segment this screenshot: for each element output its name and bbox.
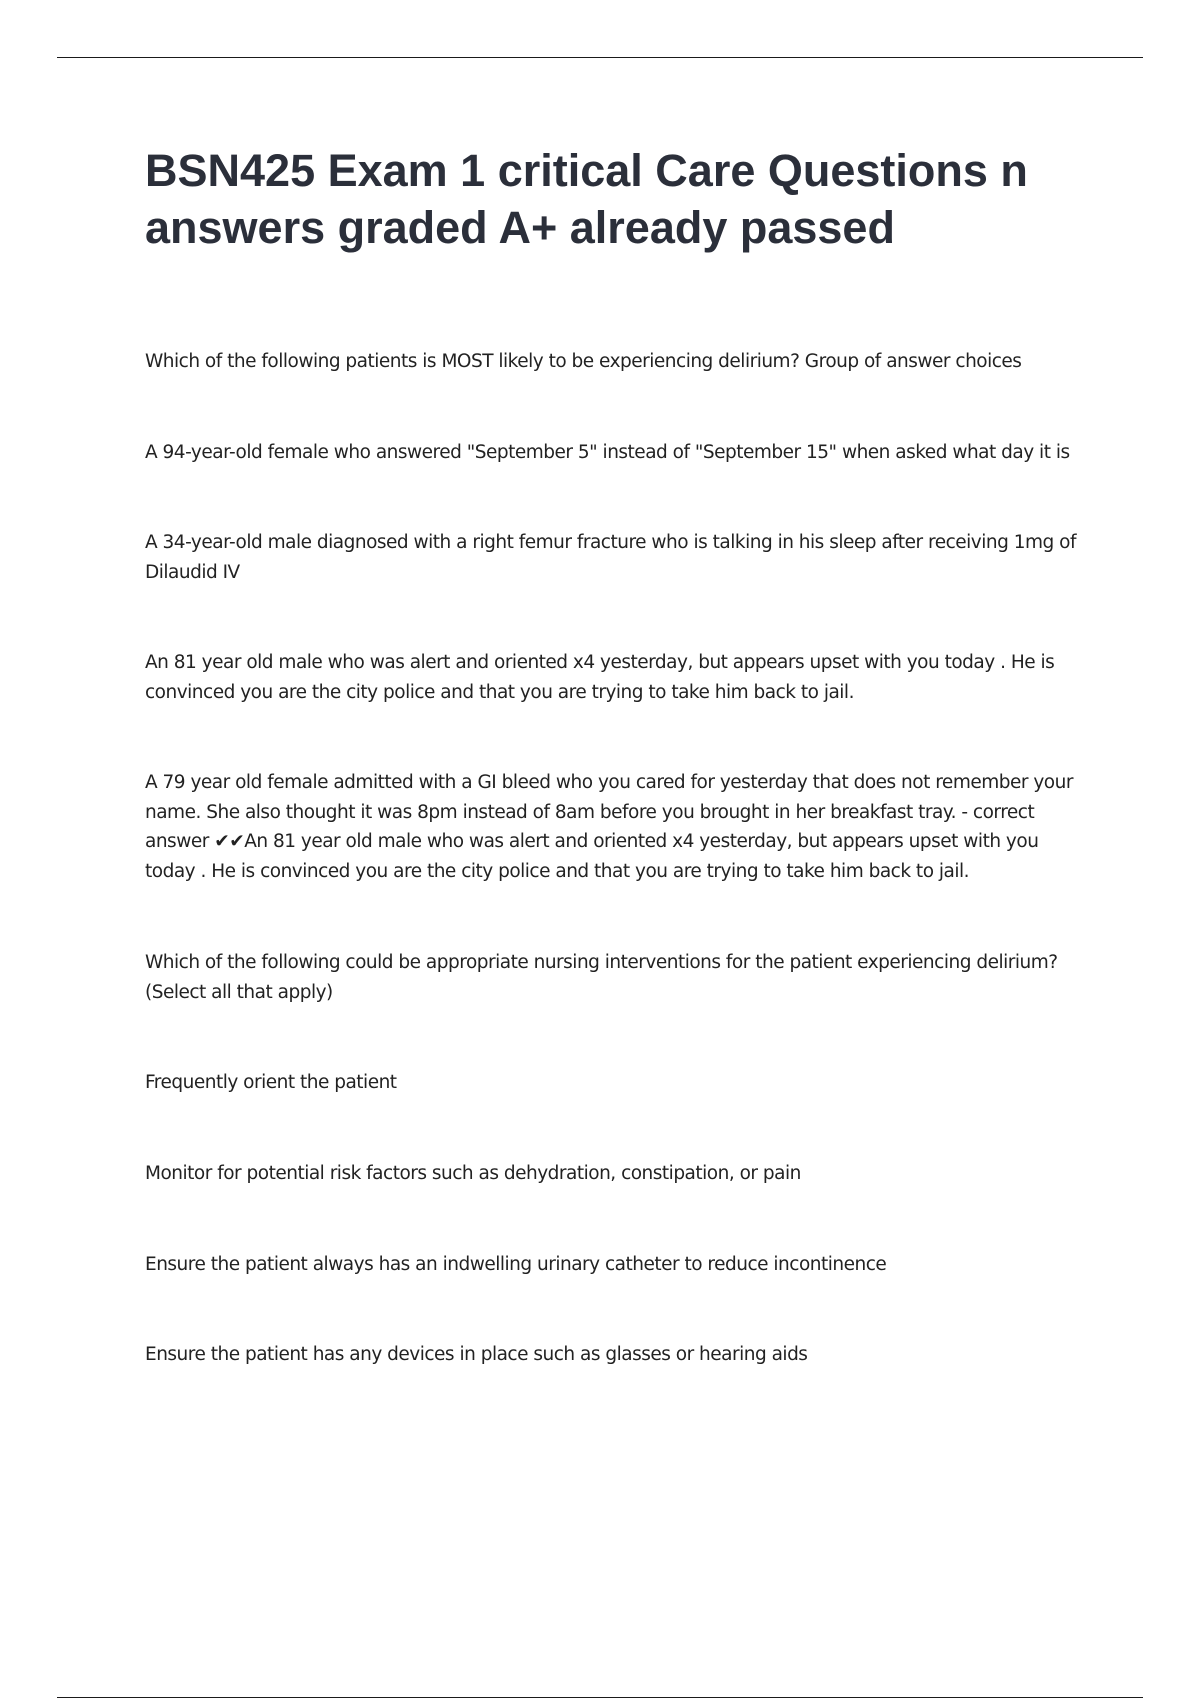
intervention-option-4: Ensure the patient has any devices in place such as glasses or hearing aids [145, 1344, 808, 1365]
top-divider [57, 57, 1143, 58]
page-title: BSN425 Exam 1 critical Care Questions n answers graded A+ already passed [145, 145, 1028, 253]
intervention-option-2: Monitor for potential risk factors such as dehydration, constipation, or pain [145, 1163, 801, 1184]
question-2: Which of the following could be appropriate nursing interventions for the patient experiencing delirium? (Select all that apply) [145, 952, 1058, 1003]
answer-choice-2: A 34-year-old male diagnosed with a right femur fracture who is talking in his sleep after receiving 1mg of Dilaudid IV [145, 532, 1076, 583]
intervention-option-1: Frequently orient the patient [145, 1072, 397, 1093]
answer-choice-1: A 94-year-old female who answered "September 5" instead of "September 15" when asked what day it is [145, 442, 1070, 463]
answer-choice-4-with-correct-answer: A 79 year old female admitted with a GI bleed who you cared for yesterday that does not remember your name. She also thought it was 8pm instead of 8am before you brought in her breakfast tray. - correct answer ✔✔An 81 year old male who was alert and oriented x4 yesterday, but appears upset with you today . He is convinced you are the city police and that you are trying to take him back to jail. [145, 772, 1073, 882]
intervention-option-3: Ensure the patient always has an indwelling urinary catheter to reduce incontinence [145, 1254, 887, 1275]
question-1: Which of the following patients is MOST likely to be experiencing delirium? Group of answer choices [145, 351, 1022, 372]
bottom-divider [57, 1697, 1143, 1698]
answer-choice-3: An 81 year old male who was alert and oriented x4 yesterday, but appears upset with you today . He is convinced you are the city police and that you are trying to take him back to jail. [145, 652, 1055, 703]
